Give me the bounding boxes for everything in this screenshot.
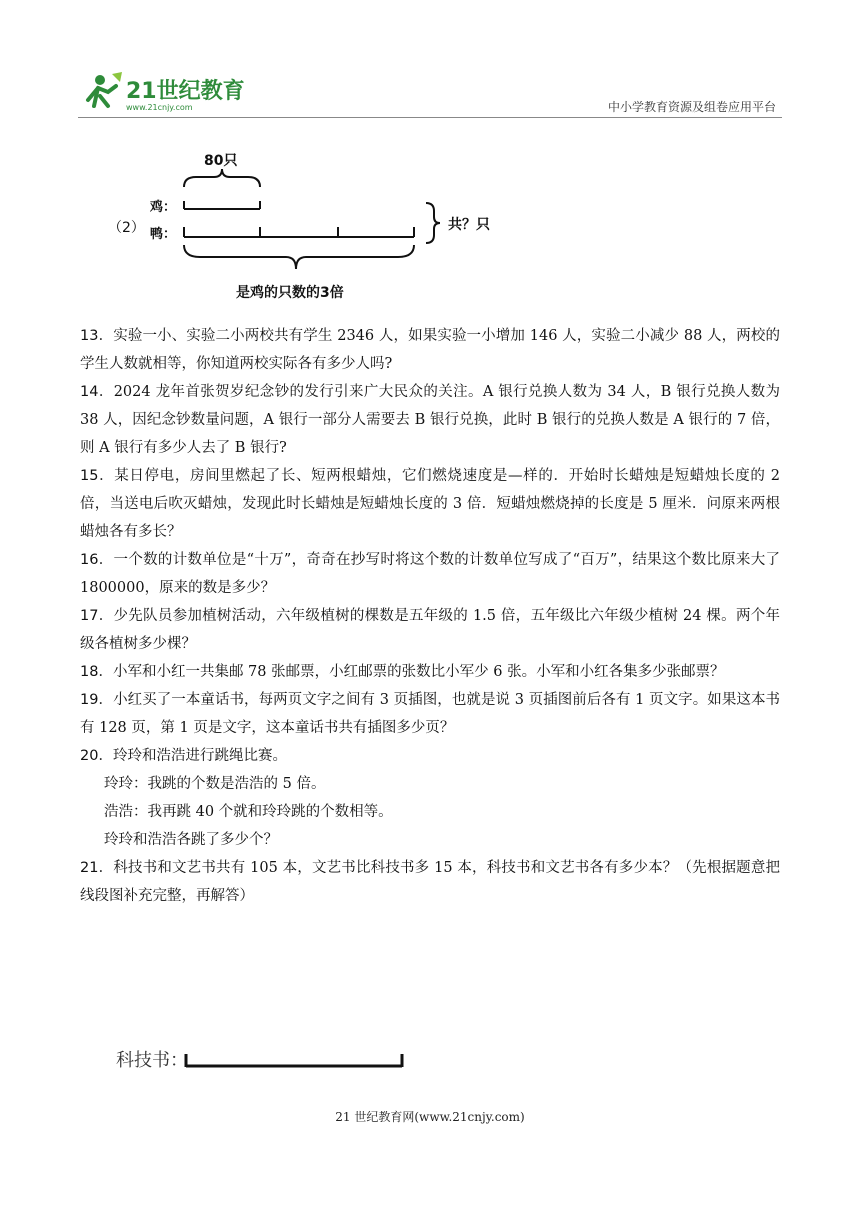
bottom-brace	[184, 245, 414, 269]
right-brace	[426, 203, 440, 243]
total-label: 共？只	[448, 217, 490, 233]
segment-diagram-2	[100, 145, 520, 310]
q20-dialog-line: 浩浩：我再跳 40 个就和玲玲跳的个数相等。	[104, 804, 393, 820]
question-21: 21．科技书和文艺书共有 105 本，文艺书比科技书多 15 本，科技书和文艺书各有多少本？（先根据题意把线段图补充完整，再解答）	[80, 860, 781, 904]
segment-diagram-21	[110, 1040, 430, 1080]
top-brace	[184, 169, 260, 187]
question-14: 14．2024 龙年首张贺岁纪念钞的发行引来广大民众的关注。A 银行兑换人数为 34 人，B 银行兑换人数为 38 人，因纪念钞数量问题，A 银行一部分人需要去 B 银行兑换，此时 B 银行的兑换人数是 A 银行的 7 倍，则 A 银行有多少人去了 B 银行?	[80, 384, 780, 456]
duck-row-label: 鸭：	[150, 227, 177, 242]
q20-dialog-line: 玲玲：我跳的个数是浩浩的 5 倍。	[104, 776, 326, 792]
diagram-index-label: （2）	[108, 220, 145, 236]
page-footer: 21 世纪教育网(www.21cnjy.com)	[335, 1110, 525, 1124]
bottom-brace-label: 是鸡的只数的3倍	[236, 285, 344, 301]
question-18: 18．小军和小红一共集邮 78 张邮票，小红邮票的张数比小军少 6 张。小军和小红各集多少张邮票？	[80, 664, 725, 680]
science-book-label: 科技书：	[116, 1050, 188, 1071]
q20-question-line: 玲玲和浩浩各跳了多少个？	[104, 832, 278, 848]
top-brace-label: 80只	[204, 153, 238, 169]
runner-icon	[88, 72, 122, 106]
question-15: 15．某日停电，房间里燃起了长、短两根蜡烛，它们燃烧速度是—样的．开始时长蜡烛是短蜡烛长度的 2 倍，当送电后吹灭蜡烛，发现此时长蜡烛是短蜡烛长度的 3 倍．短蜡烛燃烧掉的长度是 5 厘米．问原来两根蜡烛各有多长？	[80, 468, 780, 540]
header-divider	[78, 117, 782, 118]
logo-text: 21世纪教育	[126, 79, 245, 104]
logo-url: www.21cnjy.com	[126, 103, 193, 112]
platform-label: 中小学教育资源及组卷应用平台	[607, 100, 776, 114]
question-17: 17．少先队员参加植树活动，六年级植树的棵数是五年级的 1.5 倍，五年级比六年级少植树 24 棵。两个年级各植树多少棵？	[80, 608, 780, 652]
question-20: 20．玲玲和浩浩进行跳绳比赛。	[80, 748, 287, 764]
question-19: 19．小红买了一本童话书，每两页文字之间有 3 页插图，也就是说 3 页插图前后各有 1 页文字。如果这本书有 128 页，第 1 页是文字，这本童话书共有插图多少页？	[80, 692, 780, 736]
question-list	[80, 322, 780, 910]
question-13: 13．实验一小、实验二小两校共有学生 2346 人，如果实验一小增加 146 人，实验二小减少 88 人，两校的学生人数就相等，你知道两校实际各有多少人吗?	[80, 328, 781, 372]
chicken-row-label: 鸡：	[150, 200, 177, 215]
question-16: 16．一个数的计数单位是“十万”，奇奇在抄写时将这个数的计数单位写成了“百万”，结果这个数比原来大了 1800000，原来的数是多少？	[80, 552, 780, 596]
site-logo	[78, 70, 258, 114]
